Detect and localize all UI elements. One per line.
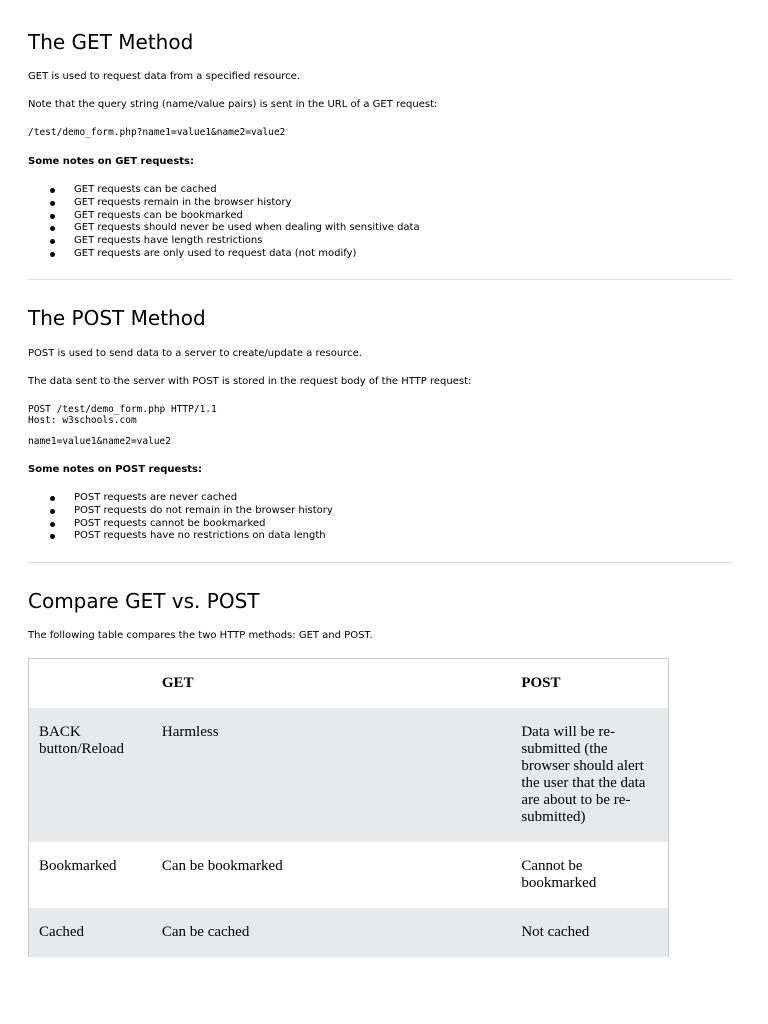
table-header-row <box>29 659 669 709</box>
list-item: GET requests can be bookmarked <box>74 210 420 223</box>
post-note-text: The data sent to the server with POST is stored in the request body of the HTTP request: <box>28 376 472 387</box>
table-header-cell: POST <box>511 659 668 709</box>
table-cell: Cannot be bookmarked <box>511 842 668 908</box>
table-header-cell: GET <box>152 659 511 709</box>
section-divider <box>28 562 732 563</box>
get-notes-list <box>28 184 420 261</box>
compare-intro-text: The following table compares the two HTTP methods: GET and POST. <box>28 630 373 641</box>
table-cell: Can be bookmarked <box>152 842 511 908</box>
table-row <box>29 708 669 842</box>
table-cell: Bookmarked <box>29 842 152 908</box>
list-item: GET requests are only used to request data (not modify) <box>74 248 420 261</box>
table-header-cell <box>29 659 152 709</box>
list-item: POST requests have no restrictions on data length <box>74 530 333 543</box>
post-request-code-body: name1=value1&name2=value2 <box>28 436 171 447</box>
post-notes-list <box>28 492 333 543</box>
get-method-heading: The GET Method <box>28 30 194 54</box>
post-method-heading: The POST Method <box>28 306 206 330</box>
table-cell: Cached <box>29 908 152 957</box>
table-row <box>29 842 669 908</box>
get-note-text: Note that the query string (name/value pairs) is sent in the URL of a GET request: <box>28 99 438 110</box>
get-notes-title: Some notes on GET requests: <box>28 156 195 167</box>
get-query-string-code: /test/demo_form.php?name1=value1&name2=value2 <box>28 127 286 138</box>
list-item: POST requests do not remain in the browser history <box>74 504 333 516</box>
get-intro-text: GET is used to request data from a specified resource. <box>28 71 301 82</box>
table-cell: Can be cached <box>152 908 511 957</box>
compare-heading: Compare GET vs. POST <box>28 589 260 613</box>
post-request-code-line1: POST /test/demo_form.php HTTP/1.1 <box>28 404 217 415</box>
list-item: GET requests should never be used when dealing with sensitive data <box>74 222 420 234</box>
post-intro-text: POST is used to send data to a server to create/update a resource. <box>28 348 362 359</box>
list-item: GET requests have length restrictions <box>74 235 420 248</box>
list-item: GET requests can be cached <box>74 184 420 197</box>
table-row <box>29 908 669 957</box>
post-notes-title: Some notes on POST requests: <box>28 464 203 475</box>
list-item: GET requests remain in the browser history <box>74 197 420 210</box>
table-cell: BACK button/Reload <box>29 708 152 842</box>
table-cell: Data will be re-submitted (the browser should alert the user that the data are about to be re-submitted) <box>511 708 668 842</box>
post-request-code-line2: Host: w3schools.com <box>28 415 137 426</box>
table-cell: Not cached <box>511 908 668 957</box>
section-divider <box>28 279 732 280</box>
comparison-table <box>28 658 669 957</box>
list-item: POST requests cannot be bookmarked <box>74 518 333 531</box>
list-item: POST requests are never cached <box>74 492 333 505</box>
table-cell: Harmless <box>152 708 511 842</box>
